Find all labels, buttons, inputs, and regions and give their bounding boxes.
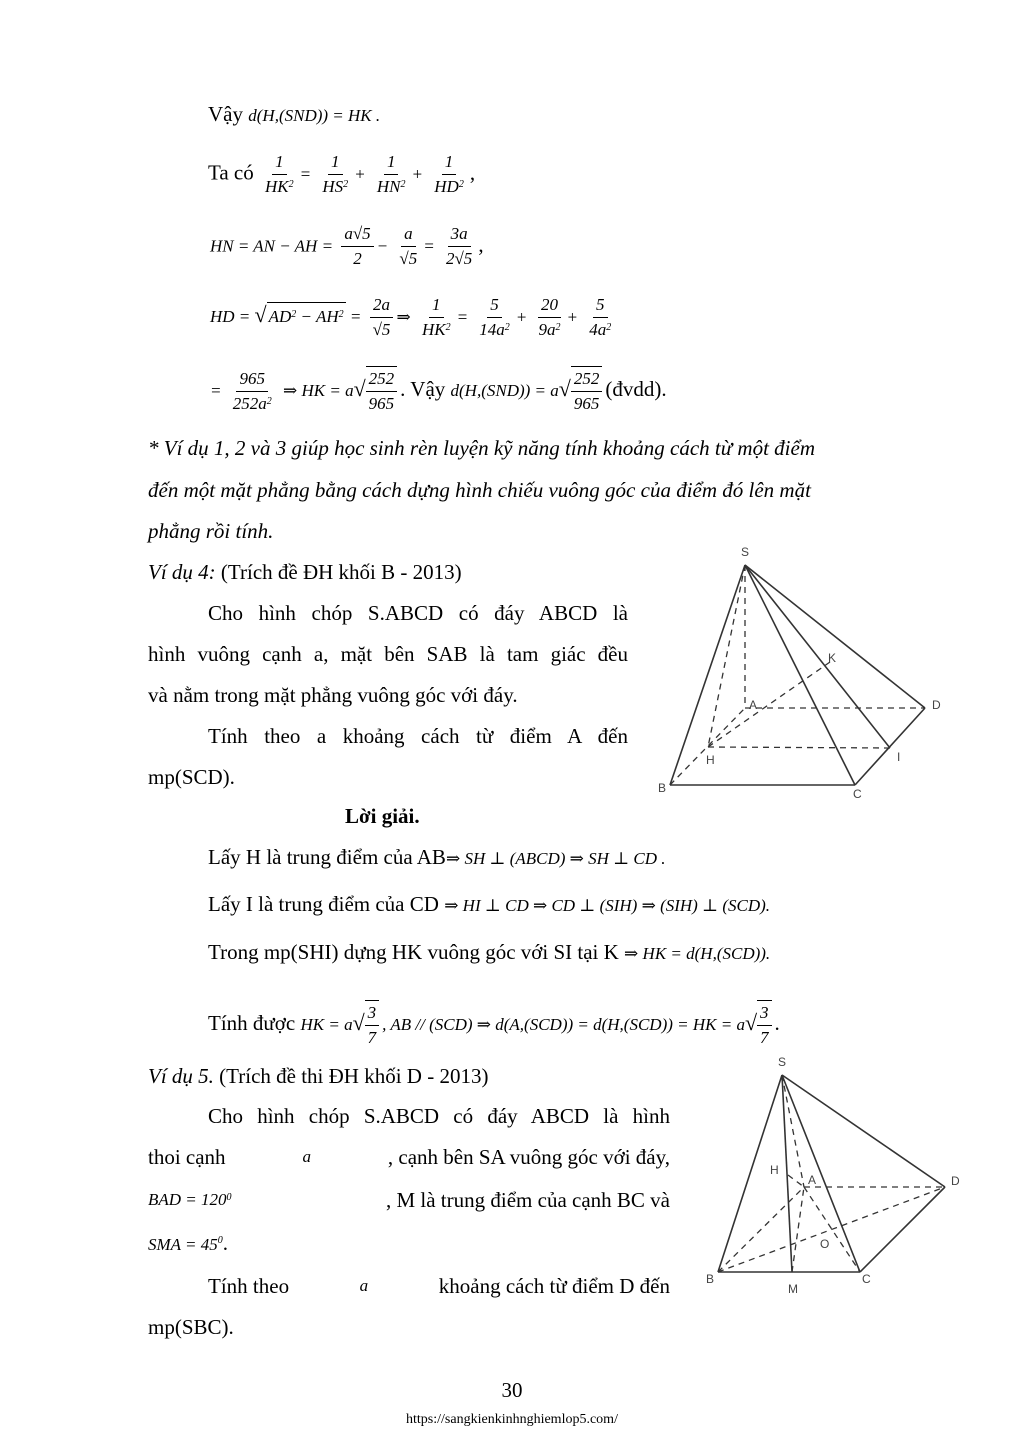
example-5-line-3b: , M là trung điểm của cạnh BC và: [385, 1188, 670, 1212]
text-vay: Vậy: [208, 102, 243, 126]
page-number: 30: [501, 1378, 523, 1402]
step-2-math: ⇒ HI ⊥ CD ⇒ CD ⊥ (SIH) ⇒ (SIH) ⊥ (SCD).: [444, 896, 771, 915]
fig2-label-s: S: [778, 1055, 787, 1069]
figure-pyramid-2: [700, 1050, 970, 1300]
step-2-text: Lấy I là trung điểm của CD: [208, 892, 439, 916]
fig1-label-k: K: [828, 651, 837, 665]
fig2-label-b: B: [706, 1272, 715, 1286]
example-4-line-2: hình vuông cạnh a, mặt bên SAB là tam giác đều: [148, 642, 628, 666]
fig2-label-c: C: [862, 1272, 871, 1286]
note-line-2: đến một mặt phẳng bằng cách dựng hình chiếu vuông góc của điểm đó lên mặt: [148, 478, 811, 502]
fig1-label-b: B: [658, 781, 667, 795]
equation-hk: Ta có $\frac{1}{HK^2}$ = $\frac{1}{HS^2}$ + $\frac{1}{HN^2}$ + $\frac{1}{HD^2}$ ,: [208, 152, 476, 196]
fig1-label-h: H: [706, 753, 715, 767]
fig2-label-d: D: [951, 1174, 960, 1188]
step-1-text: Lấy H là trung điểm của AB: [208, 845, 446, 869]
example-4-label: Ví dụ 4:: [148, 560, 216, 584]
example-5-label: Ví dụ 5.: [148, 1064, 214, 1088]
step-3-math: ⇒ HK = d(H,(SCD)).: [624, 944, 771, 963]
text-taco: Ta có: [208, 160, 254, 185]
step-1-math: ⇒ SH ⊥ (ABCD) ⇒ SH ⊥ CD .: [445, 849, 666, 868]
fig2-label-a: A: [808, 1173, 817, 1187]
example-4-heading: [148, 558, 462, 586]
fig2-label-h: H: [770, 1163, 779, 1177]
example-5-line-5: [208, 1272, 670, 1300]
angle-sma: SMA = 45: [148, 1235, 218, 1254]
example-4-line-1: Cho hình chóp S.ABCD có đáy ABCD là: [208, 601, 628, 625]
step-4-text: Tính được: [208, 1010, 296, 1035]
footer-url[interactable]: https://sangkienkinhnghiemlop5.com/: [406, 1412, 618, 1427]
example-5-var-a: a: [302, 1147, 311, 1166]
example-5-var-a-2: a: [359, 1276, 369, 1295]
example-5-source: (Trích đề thi ĐH khối D - 2013): [213, 1064, 489, 1088]
text-vay-2: . Vậy: [400, 376, 446, 401]
solution-step-4: Tính được HK = a√ $\frac{3}{7}$ , AB // (SCD) ⇒ d(A,(SCD)) = d(H,(SCD)) = HK = a√ $\frac{3}{7}$ .: [208, 1000, 780, 1050]
equation-hn: HN = AN − AH = $\frac{a√5}{2}$ − $\frac{a}{√5}$ = $\frac{3a}{2√5}$ ,: [210, 224, 484, 268]
example-4-line-4: Tính theo a khoảng cách từ điểm A đến: [208, 724, 628, 748]
example-5-line-1: Cho hình chóp S.ABCD có đáy ABCD là hình: [208, 1104, 670, 1128]
note-line-1: * Ví dụ 1, 2 và 3 giúp học sinh rèn luyện kỹ năng tính khoảng cách từ một điểm: [148, 436, 815, 460]
solution-heading: Lời giải.: [345, 804, 420, 828]
fig1-label-a: A: [749, 698, 758, 712]
example-5-line-3: BAD = $120^0$ , M là trung điểm của cạnh BC và: [148, 1188, 670, 1212]
example-5-line-5c: khoảng cách từ điểm D đến: [438, 1274, 670, 1298]
example-5-line-2a: thoi cạnh: [148, 1145, 226, 1169]
solution-step-1: [208, 843, 666, 873]
example-4-source: (Trích đề ĐH khối B - 2013): [215, 560, 462, 584]
fig1-label-c: C: [853, 787, 862, 800]
note-line-3: phẳng rồi tính.: [148, 519, 274, 543]
example-4-line-5: mp(SCD).: [148, 765, 235, 789]
conclusion-line-1: [208, 100, 380, 130]
example-5-line-6: mp(SBC).: [148, 1315, 234, 1339]
example-5-heading: [148, 1062, 488, 1090]
fig1-label-s: S: [741, 545, 750, 559]
example-5-line-5a: Tính theo: [208, 1274, 290, 1298]
fig2-label-m: M: [788, 1282, 798, 1296]
example-4-line-3: và nằm trong mặt phẳng vuông góc với đáy.: [148, 683, 518, 707]
fig2-label-o: O: [820, 1237, 830, 1251]
math-d-h-snd: d(H,(SND)) = HK .: [248, 106, 381, 125]
solution-step-3: [208, 938, 770, 968]
angle-bad: BAD = 120: [148, 1190, 227, 1209]
solution-step-2: [208, 890, 770, 920]
equation-result-hk: = $\frac{965}{252a^2}$ ⇒ HK = a√ $\frac{252}{965}$ . Vậy d(H,(SND)) = a√ $\frac{252}{965}$ (đvdd).: [210, 366, 667, 416]
example-5-line-2: [148, 1143, 670, 1171]
text-dvdd: (đvdd).: [605, 376, 667, 401]
example-5-line-2c: , cạnh bên SA vuông góc với đáy,: [387, 1145, 670, 1169]
fig1-label-i: I: [897, 750, 901, 764]
fig1-label-d: D: [932, 698, 941, 712]
example-5-line-4: SMA = $45^0$.: [148, 1231, 228, 1255]
figure-pyramid-1: [650, 540, 950, 800]
step-3-text: Trong mp(SHI) dựng HK vuông góc với SI tại K: [208, 940, 619, 964]
equation-hd: HD = √ $AD^2 - AH^2$ = $\frac{2a}{√5}$ ⇒ $\frac{1}{HK^2}$ = $\frac{5}{14a^2}$ + $\frac{20}{9a^2}$ + $\frac{5}{4a^2}$: [210, 295, 612, 339]
